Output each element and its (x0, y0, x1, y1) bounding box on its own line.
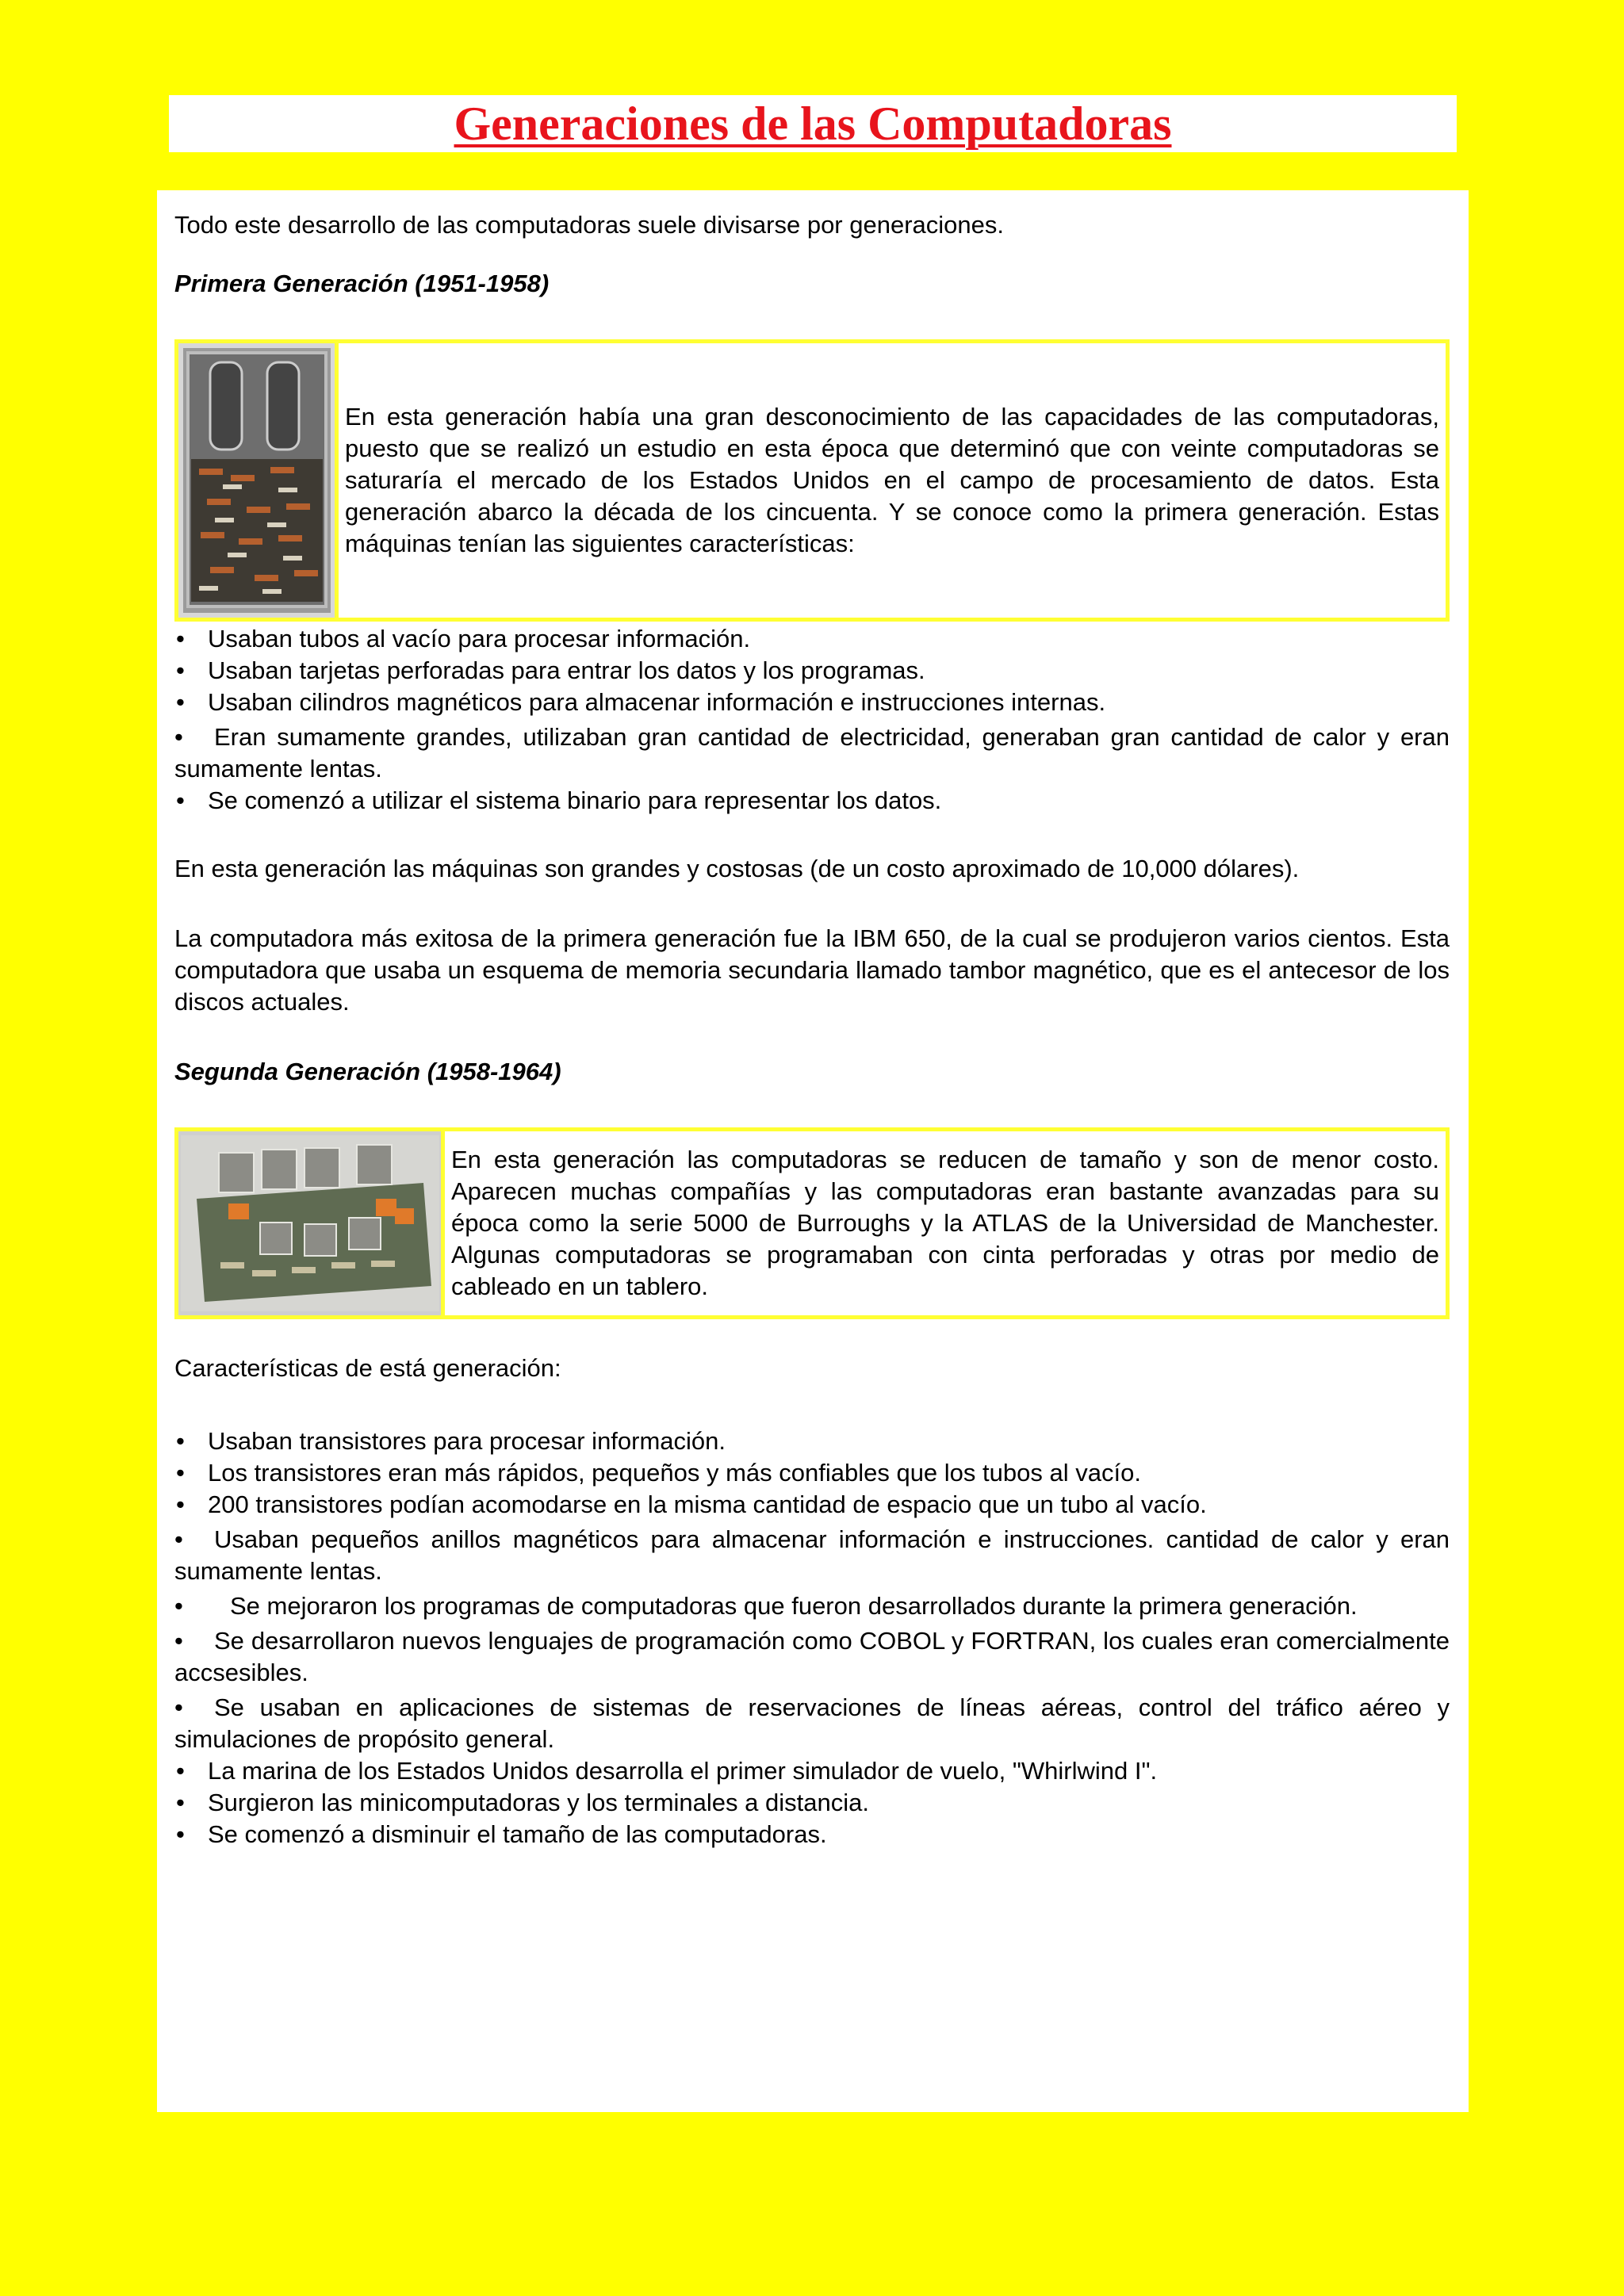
list-item: • La marina de los Estados Unidos desarrolla el primer simulador de vuelo, "Whirlwind I". (174, 1755, 1450, 1787)
title-banner (169, 95, 1457, 152)
list-item: • Los transistores eran más rápidos, pequeños y más confiables que los tubos al vacío. (174, 1457, 1450, 1489)
gen2-description: En esta generación las computadoras se reducen de tamaño y son de menor costo. Aparecen muchas compañías y las computadoras eran bastante avanzadas para su época como la serie 5000 de Burroughs y la ATLAS de la Universidad de Manchester. Algunas computadoras se programaban con cinta perforadas y otras por medio de cableado en un tablero. (451, 1146, 1439, 1300)
bullet-icon: • (176, 1459, 185, 1487)
list-item: • Se comenzó a disminuir el tamaño de las computadoras. (174, 1819, 1450, 1850)
gen2-heading: Segunda Generación (1958-1964) (174, 1058, 561, 1085)
bullet-icon: • (176, 688, 185, 716)
gen1-characteristics-list (174, 623, 1450, 817)
transistor-board-image (178, 1131, 445, 1315)
list-item: • Usaban tarjetas perforadas para entrar los datos y los programas. (174, 655, 1450, 687)
gen1-cost-paragraph: En esta generación las máquinas son grandes y costosas (de un costo aproximado de 10,000 dólares). (174, 855, 1300, 882)
list-item: • Usaban cilindros magnéticos para almacenar información e instrucciones internas. (174, 687, 1450, 718)
intro-paragraph: Todo este desarrollo de las computadoras suele divisarse por generaciones. (174, 211, 1004, 239)
bullet-icon: • (174, 1525, 183, 1553)
bullet-icon: • (176, 786, 185, 814)
list-item: • 200 transistores podían acomodarse en la misma cantidad de espacio que un tubo al vacío. (174, 1489, 1450, 1521)
bullet-icon: • (176, 1757, 185, 1785)
gen1-heading: Primera Generación (1951-1958) (174, 270, 550, 297)
bullet-icon: • (176, 1820, 185, 1848)
list-item: • Eran sumamente grandes, utilizaban gran cantidad de electricidad, generaban gran cantidad de calor y eran sumamente lentas. (174, 723, 1450, 783)
vacuum-tube-board-image (178, 343, 339, 618)
list-item: • Usaban tubos al vacío para procesar información. (174, 623, 1450, 655)
gen2-characteristics-heading: Características de está generación: (174, 1354, 561, 1382)
gen2-characteristics-list (174, 1425, 1450, 1850)
bullet-icon: • (176, 625, 185, 652)
gen1-image-box (174, 339, 1450, 622)
list-item: • Usaban transistores para procesar información. (174, 1425, 1450, 1457)
page-title: Generaciones de las Computadoras (454, 97, 1172, 150)
bullet-icon: • (176, 1490, 185, 1518)
list-item: • Se usaban en aplicaciones de sistemas de reservaciones de líneas aéreas, control del tráfico aéreo y simulaciones de propósito general. (174, 1693, 1450, 1753)
gen1-ibm650-paragraph: La computadora más exitosa de la primera generación fue la IBM 650, de la cual se produjeron varios cientos. Esta computadora que usaba un esquema de memoria secundaria llamado tambor magnético, que es el antecesor de los discos actuales. (174, 924, 1450, 1016)
bullet-icon: • (174, 1592, 183, 1620)
bullet-icon: • (174, 723, 183, 751)
list-item: • Se comenzó a utilizar el sistema binario para representar los datos. (174, 785, 1450, 817)
list-item: • Usaban pequeños anillos magnéticos para almacenar información e instrucciones. cantidad de calor y eran sumamente lentas. (174, 1525, 1450, 1585)
gen1-description: En esta generación había una gran desconocimiento de las capacidades de las computadoras, puesto que se realizó un estudio en esta época que determinó que con veinte computadoras se saturaría el mercado de los Estados Unidos en el campo de procesamiento de datos. Esta generación abarco la década de los cincuenta. Y se conoce como la primera generación. Estas máquinas tenían las siguientes características: (345, 403, 1439, 557)
list-item: • Surgieron las minicomputadoras y los terminales a distancia. (174, 1787, 1450, 1819)
bullet-icon: • (176, 1789, 185, 1816)
bullet-icon: • (176, 656, 185, 684)
transistor-board-illustration (181, 1135, 439, 1311)
bullet-icon: • (174, 1627, 183, 1655)
gen2-image-box (174, 1127, 1450, 1319)
list-item: • Se mejoraron los programas de computadoras que fueron desarrollados durante la primera generación. (174, 1590, 1450, 1622)
list-item: • Se desarrollaron nuevos lenguajes de programación como COBOL y FORTRAN, los cuales eran comercialmente accsesibles. (174, 1627, 1450, 1686)
content-inner (174, 209, 1450, 1850)
content-panel (157, 190, 1469, 2112)
vacuum-tube-board-illustration (183, 348, 331, 613)
bullet-icon: • (174, 1693, 183, 1721)
bullet-icon: • (176, 1427, 185, 1455)
